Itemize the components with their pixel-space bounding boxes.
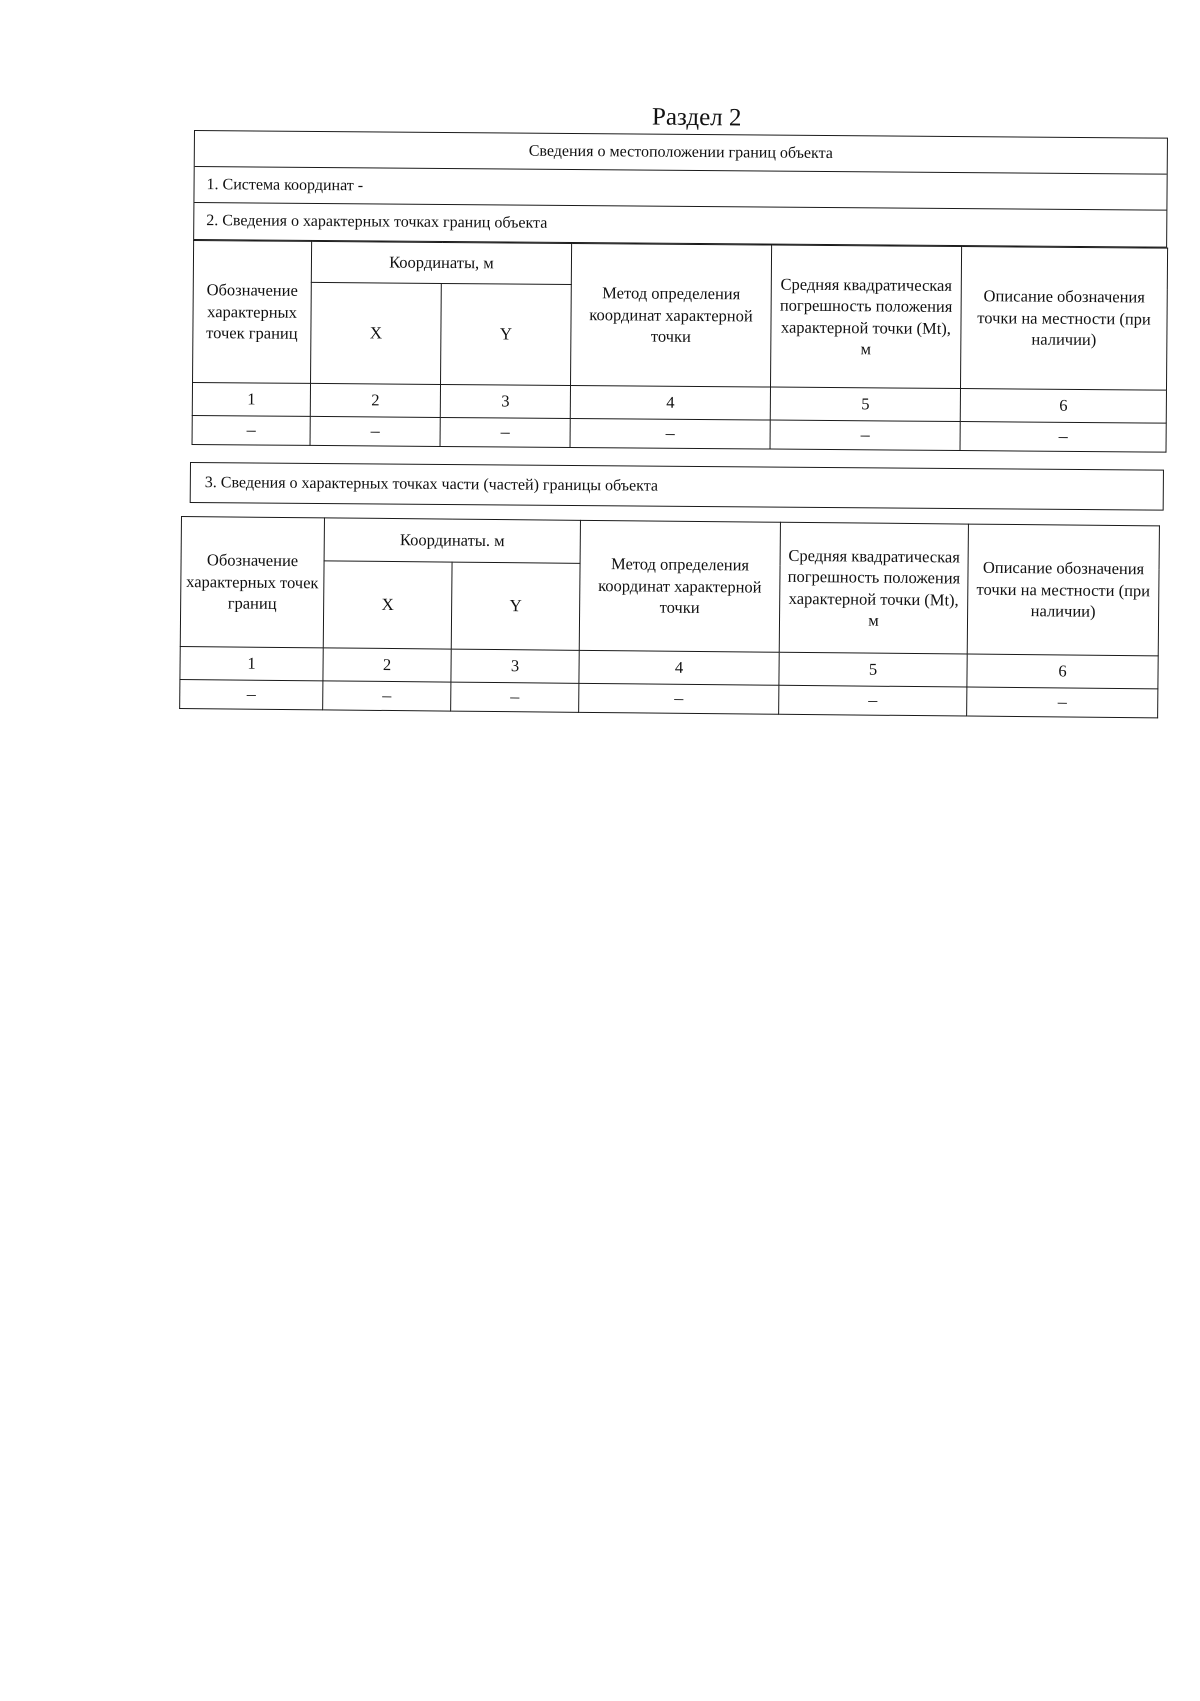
header-x: X (323, 561, 452, 649)
column-number: 3 (440, 384, 570, 418)
column-number: 1 (180, 646, 323, 680)
boundary-info-frame (193, 130, 1168, 248)
header-description: Описание обозначения точки на местности (при наличии) (967, 524, 1159, 656)
boundary-caption: Сведения о местоположении границ объекта (195, 131, 1167, 175)
table-cell: – (451, 682, 579, 712)
column-number: 4 (570, 385, 770, 420)
table-cell: – (579, 683, 779, 714)
header-designation: Обозначение характерных точек границ (180, 517, 324, 648)
column-number: 4 (579, 650, 779, 685)
coordinate-system-row: 1. Система координат - (194, 167, 1166, 211)
column-number: 5 (779, 652, 967, 687)
table-cell: – (192, 415, 310, 445)
parts-heading: 3. Сведения о характерных точках части (частей) границы объекта (190, 462, 1164, 511)
boundary-info-block (192, 130, 1168, 453)
column-number: 6 (967, 654, 1158, 689)
column-number: 3 (451, 649, 579, 683)
table-cell: – (779, 685, 967, 716)
table-cell: – (440, 417, 570, 447)
header-coordinates: Координаты, м (311, 241, 571, 284)
header-coordinates: Координаты. м (324, 518, 580, 563)
table-cell: – (323, 681, 451, 711)
table-cell: – (180, 679, 323, 709)
column-number: 2 (310, 383, 440, 417)
table-cell: – (570, 418, 770, 449)
column-number: 6 (960, 389, 1166, 424)
header-error: Средняя квадратическая погрешность положения характерной точки (Mt), м (770, 245, 961, 388)
table-cell: – (960, 422, 1166, 453)
boundary-points-table (192, 240, 1169, 453)
header-y: Y (441, 283, 572, 385)
header-method: Метод определения координат характерной точки (579, 520, 780, 652)
table-cell: – (310, 416, 440, 446)
column-number: 2 (323, 648, 451, 682)
header-x: X (311, 282, 442, 384)
column-number: 5 (770, 387, 960, 421)
parts-points-table (179, 516, 1160, 718)
table-cell: – (770, 420, 960, 450)
header-designation: Обозначение характерных точек границ (193, 241, 312, 384)
header-error: Средняя квадратическая погрешность положения характерной точки (Mt), м (779, 522, 968, 654)
parts-points-block (179, 516, 1159, 718)
column-number: 1 (192, 382, 310, 416)
section-title: Раздел 2 (651, 103, 742, 132)
table-cell: – (967, 687, 1158, 718)
header-y: Y (451, 562, 580, 650)
header-method: Метод определения координат характерной точки (571, 243, 772, 387)
points-heading: 2. Сведения о характерных точках границ объекта (206, 212, 548, 232)
header-description: Описание обозначения точки на местности (при наличии) (960, 247, 1167, 391)
